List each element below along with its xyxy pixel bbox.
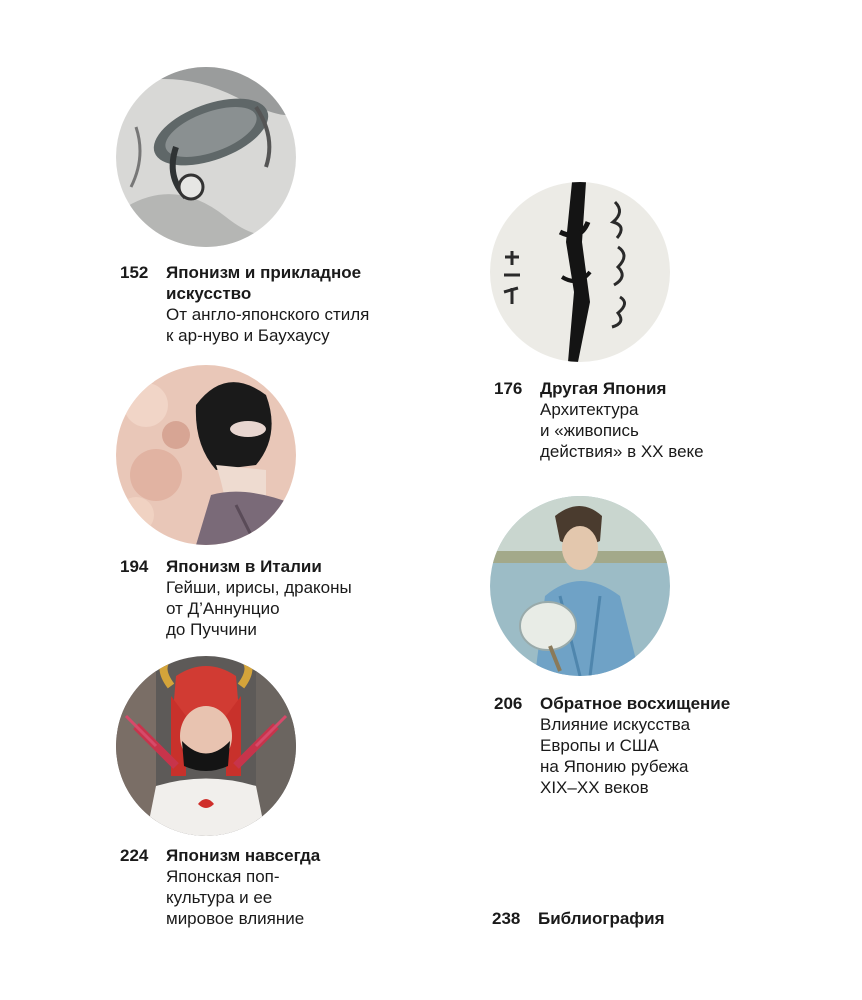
woman-blue-kimono-image xyxy=(490,496,670,676)
entry-subtitle: Европы и США xyxy=(540,736,659,755)
page-number: 238 xyxy=(492,909,521,928)
entry-subtitle: до Пуччини xyxy=(166,620,257,639)
toc-entry xyxy=(494,378,814,468)
entry-subtitle: Влияние искусства xyxy=(540,715,691,734)
toc-entry xyxy=(494,693,814,803)
entry-subtitle: XIX–XX веков xyxy=(540,778,649,797)
koi-fish-porcelain-image xyxy=(116,67,296,247)
entry-title: Японизм и прикладное xyxy=(166,263,362,282)
toc-entry xyxy=(120,845,420,935)
entry-subtitle: Японская поп- xyxy=(166,867,280,886)
toc-entry xyxy=(120,262,420,352)
entry-subtitle: действия» в XX веке xyxy=(540,442,704,461)
page-number: 176 xyxy=(494,379,523,398)
page-number: 206 xyxy=(494,694,523,713)
entry-subtitle: От англо-японского стиля xyxy=(166,305,370,324)
entry-subtitle: и «живопись xyxy=(540,421,639,440)
page-number: 224 xyxy=(120,846,149,865)
cosplayer-image xyxy=(116,656,296,836)
toc-entry xyxy=(120,556,420,646)
entry-subtitle: от Д’Аннунцио xyxy=(166,599,280,618)
entry-title: Другая Япония xyxy=(540,379,667,398)
entry-subtitle: мировое влияние xyxy=(166,909,305,928)
entry-subtitle: к ар-нуво и Баухаусу xyxy=(166,326,330,345)
entry-subtitle: Гейши, ирисы, драконы xyxy=(166,578,352,597)
entry-title: искусство xyxy=(166,284,252,303)
calligraphy-scroll-image xyxy=(490,182,670,362)
entry-title: Библиография xyxy=(538,909,665,928)
entry-title: Обратное восхищение xyxy=(540,694,731,713)
entry-title: Японизм навсегда xyxy=(166,846,321,865)
entry-subtitle: Архитектура xyxy=(540,400,639,419)
page-number: 194 xyxy=(120,557,149,576)
geisha-image xyxy=(116,365,296,545)
toc-entry-bibliography xyxy=(492,908,812,932)
page-number: 152 xyxy=(120,263,149,282)
entry-subtitle: культура и ее xyxy=(166,888,273,907)
entry-title: Японизм в Италии xyxy=(166,557,322,576)
entry-subtitle: на Японию рубежа xyxy=(540,757,689,776)
